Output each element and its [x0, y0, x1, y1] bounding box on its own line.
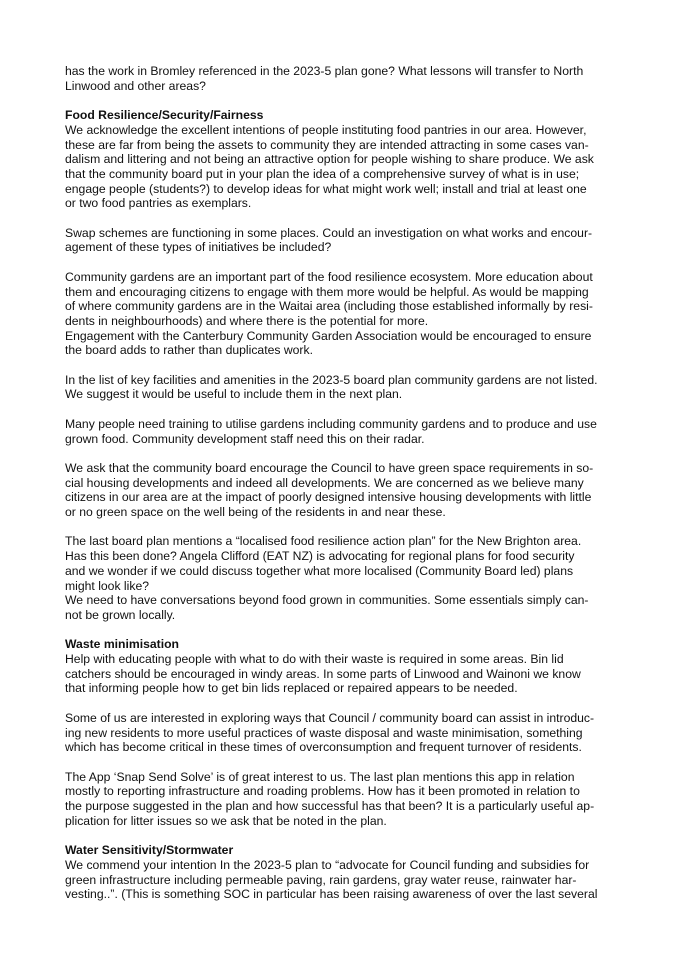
text-line: We need to have conversations beyond food grown in communities. Some essentials simply can-: [65, 593, 589, 608]
text-line: vesting..”. (This is something SOC in particular has been raising awareness of over the last several: [65, 887, 598, 902]
text-line: Some of us are interested in exploring ways that Council / community board can assist in introduc-: [65, 710, 595, 725]
text-line: Engagement with the Canterbury Community Garden Association would be encouraged to ensure: [65, 328, 592, 343]
text-line: or two food pantries as exemplars.: [65, 196, 252, 211]
waste-paragraph-3: [65, 770, 613, 829]
section-heading-food: Food Resilience/Security/Fairness: [65, 108, 264, 123]
text-line: grown food. Community development staff need this on their radar.: [65, 431, 425, 446]
text-line: mostly to reporting infrastructure and roading problems. How has it been promoted in relation to: [65, 784, 580, 799]
text-line: In the list of key facilities and amenities in the 2023-5 board plan community gardens are not listed.: [65, 372, 598, 387]
text-line: The last board plan mentions a “localised food resilience action plan” for the New Brighton area.: [65, 534, 582, 549]
text-line: cial housing developments and indeed all developments. We are concerned as we believe many: [65, 475, 584, 490]
water-paragraph-1: [65, 858, 613, 902]
waste-paragraph-2: [65, 711, 613, 755]
section-waste-minimisation: [65, 637, 613, 828]
text-line: of where community gardens are in the Waitai area (including those established informally by resi-: [65, 299, 593, 314]
text-line: citizens in our area are at the impact of poorly designed intensive housing developments with little: [65, 490, 592, 505]
text-line: We commend your intention In the 2023-5 plan to “advocate for Council funding and subsidies for: [65, 857, 590, 872]
text-line: plication for litter issues so we ask that be noted in the plan.: [65, 813, 387, 828]
food-paragraph-6: [65, 461, 613, 520]
food-paragraph-7: [65, 534, 613, 622]
text-line: that informing people how to get bin lids replaced or repaired appears to be needed.: [65, 681, 518, 696]
text-line: Swap schemes are functioning in some places. Could an investigation on what works and encour-: [65, 225, 593, 240]
text-line: engage people (students?) to develop ideas for what might work well; install and trial at least one: [65, 181, 587, 196]
text-line: might look like?: [65, 578, 149, 593]
text-line: the purpose suggested in the plan and how successful has that been? It is a particularly useful ap-: [65, 799, 595, 813]
text-line: the board adds to rather than duplicates work.: [65, 343, 313, 358]
text-line: has the work in Bromley referenced in the 2023-5 plan gone? What lessons will transfer to North: [65, 64, 584, 78]
text-line: We suggest it would be useful to include them in the next plan.: [65, 387, 403, 402]
text-line: dents in neighbourhoods) and where there is the potential for more.: [65, 313, 429, 328]
text-line: Linwood and other areas?: [65, 78, 206, 93]
text-line: not be grown locally.: [65, 607, 176, 622]
text-line: Many people need training to utilise gardens including community gardens and to produce and use: [65, 416, 597, 431]
food-paragraph-2: [65, 226, 613, 255]
document-page: [65, 64, 613, 902]
text-line: green infrastructure including permeable paving, rain gardens, gray water reuse, rainwater har-: [65, 872, 577, 887]
text-line: ing new residents to more useful practices of waste disposal and waste minimisation, something: [65, 725, 583, 740]
food-paragraph-1: [65, 123, 613, 211]
waste-paragraph-1: [65, 652, 613, 696]
text-line: Help with educating people with what to do with their waste is required in some areas. Bin lid: [65, 652, 564, 666]
food-paragraph-3: [65, 270, 613, 358]
text-line: catchers should be encouraged in windy areas. In some parts of Linwood and Wainoni we know: [65, 666, 581, 681]
text-line: We ask that the community board encourage the Council to have green space requirements in so-: [65, 460, 594, 475]
section-food-resilience: [65, 108, 613, 623]
text-line: which has become critical in these times of overconsumption and frequent turnover of residents.: [65, 740, 582, 755]
text-line: these are far from being the assets to community they are intended attracting in some cases van-: [65, 137, 589, 152]
text-line: We acknowledge the excellent intentions of people instituting food pantries in our area. However,: [65, 122, 587, 137]
section-heading-water: Water Sensitivity/Stormwater: [65, 843, 234, 858]
text-line: Has this been done? Angela Clifford (EAT NZ) is advocating for regional plans for food security: [65, 549, 575, 564]
text-line: or no green space on the well being of the residents in and near these.: [65, 505, 446, 519]
text-line: Community gardens are an important part of the food resilience ecosystem. More education about: [65, 269, 593, 284]
section-water-sensitivity: [65, 843, 613, 902]
text-line: agement of these types of initiatives be included?: [65, 240, 332, 255]
text-line: The App ‘Snap Send Solve’ is of great interest to us. The last plan mentions this app in relation: [65, 769, 575, 784]
section-heading-waste: Waste minimisation: [65, 637, 179, 652]
food-paragraph-4: [65, 373, 613, 402]
text-line: dalism and littering and not being an attractive option for people wishing to share produce. We ask: [65, 152, 594, 167]
intro-paragraph: [65, 64, 613, 93]
food-paragraph-5: [65, 417, 613, 446]
text-line: that the community board put in your plan the idea of a comprehensive survey of what is in use;: [65, 166, 580, 181]
text-line: and we wonder if we could discuss together what more localised (Community Board led) plans: [65, 563, 574, 578]
text-line: them and encouraging citizens to engage with them more would be helpful. As would be mapping: [65, 284, 589, 299]
